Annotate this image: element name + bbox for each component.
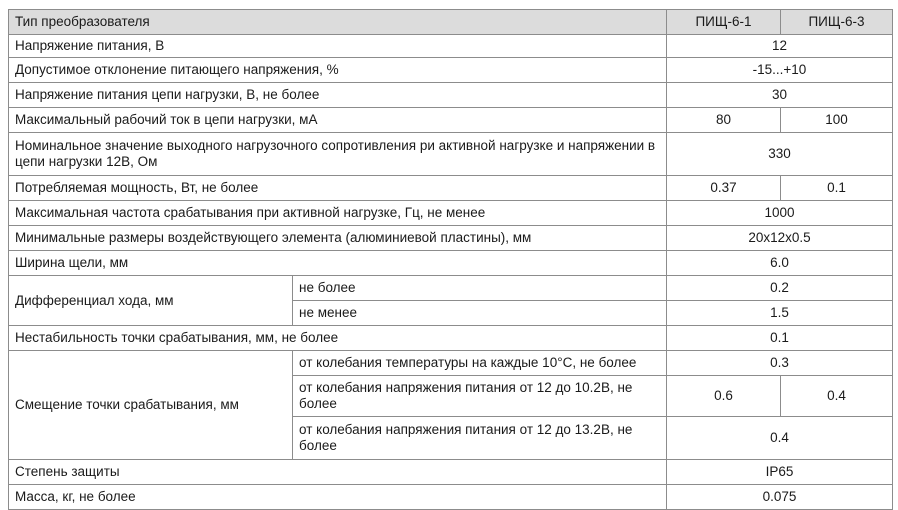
row-supply-voltage: [9, 35, 893, 58]
row-value-model-1: 0.6: [667, 376, 781, 417]
row-label: Номинальное значение выходного нагрузочного сопротивления ри активной нагрузке и напряжении в цепи нагрузки 12В, Ом: [9, 133, 667, 176]
row-label: Степень защиты: [9, 460, 667, 485]
row-supply-deviation: [9, 58, 893, 83]
row-differential-max: [9, 276, 893, 301]
row-value: 330: [667, 133, 893, 176]
row-value: 12: [667, 35, 893, 58]
header-model-3: ПИЩ-6-3: [781, 10, 893, 35]
row-sublabel: не более: [293, 276, 667, 301]
row-power: [9, 176, 893, 201]
row-label: Смещение точки срабатывания, мм: [9, 351, 293, 460]
row-value-model-3: 0.1: [781, 176, 893, 201]
row-max-current: [9, 108, 893, 133]
row-value: IP65: [667, 460, 893, 485]
header-row: [9, 10, 893, 35]
row-offset-temp: [9, 351, 893, 376]
row-value-model-3: 0.4: [781, 376, 893, 417]
row-slot-width: [9, 251, 893, 276]
spec-table: [8, 9, 893, 510]
row-max-frequency: [9, 201, 893, 226]
row-label: Масса, кг, не более: [9, 485, 667, 510]
row-sublabel: от колебания температуры на каждые 10°С, не более: [293, 351, 667, 376]
row-value: -15...+10: [667, 58, 893, 83]
row-value: 0.2: [667, 276, 893, 301]
row-label: Максимальная частота срабатывания при активной нагрузке, Гц, не менее: [9, 201, 667, 226]
row-label: Нестабильность точки срабатывания, мм, не более: [9, 326, 667, 351]
row-label: Напряжение питания, В: [9, 35, 667, 58]
row-value: 20x12x0.5: [667, 226, 893, 251]
row-label: Напряжение питания цепи нагрузки, В, не более: [9, 83, 667, 108]
row-label: Допустимое отклонение питающего напряжения, %: [9, 58, 667, 83]
row-value-model-3: 100: [781, 108, 893, 133]
row-value: 0.075: [667, 485, 893, 510]
row-value-model-1: 0.37: [667, 176, 781, 201]
row-protection: [9, 460, 893, 485]
row-value-model-1: 80: [667, 108, 781, 133]
row-value: 1000: [667, 201, 893, 226]
row-load-resistance: [9, 133, 893, 176]
row-sublabel: не менее: [293, 301, 667, 326]
row-sublabel: от колебания напряжения питания от 12 до 13.2В, не более: [293, 417, 667, 460]
row-load-voltage: [9, 83, 893, 108]
row-label: Максимальный рабочий ток в цепи нагрузки, мА: [9, 108, 667, 133]
row-instability: [9, 326, 893, 351]
row-sublabel: от колебания напряжения питания от 12 до 10.2В, не более: [293, 376, 667, 417]
row-min-element: [9, 226, 893, 251]
row-value: 0.3: [667, 351, 893, 376]
row-value: 0.1: [667, 326, 893, 351]
row-value: 1.5: [667, 301, 893, 326]
row-label: Ширина щели, мм: [9, 251, 667, 276]
row-label: Минимальные размеры воздействующего элемента (алюминиевой пластины), мм: [9, 226, 667, 251]
row-value: 30: [667, 83, 893, 108]
row-value: 0.4: [667, 417, 893, 460]
header-param: Тип преобразователя: [9, 10, 667, 35]
header-model-1: ПИЩ-6-1: [667, 10, 781, 35]
row-label: Потребляемая мощность, Вт, не более: [9, 176, 667, 201]
row-value: 6.0: [667, 251, 893, 276]
row-label: Дифференциал хода, мм: [9, 276, 293, 326]
